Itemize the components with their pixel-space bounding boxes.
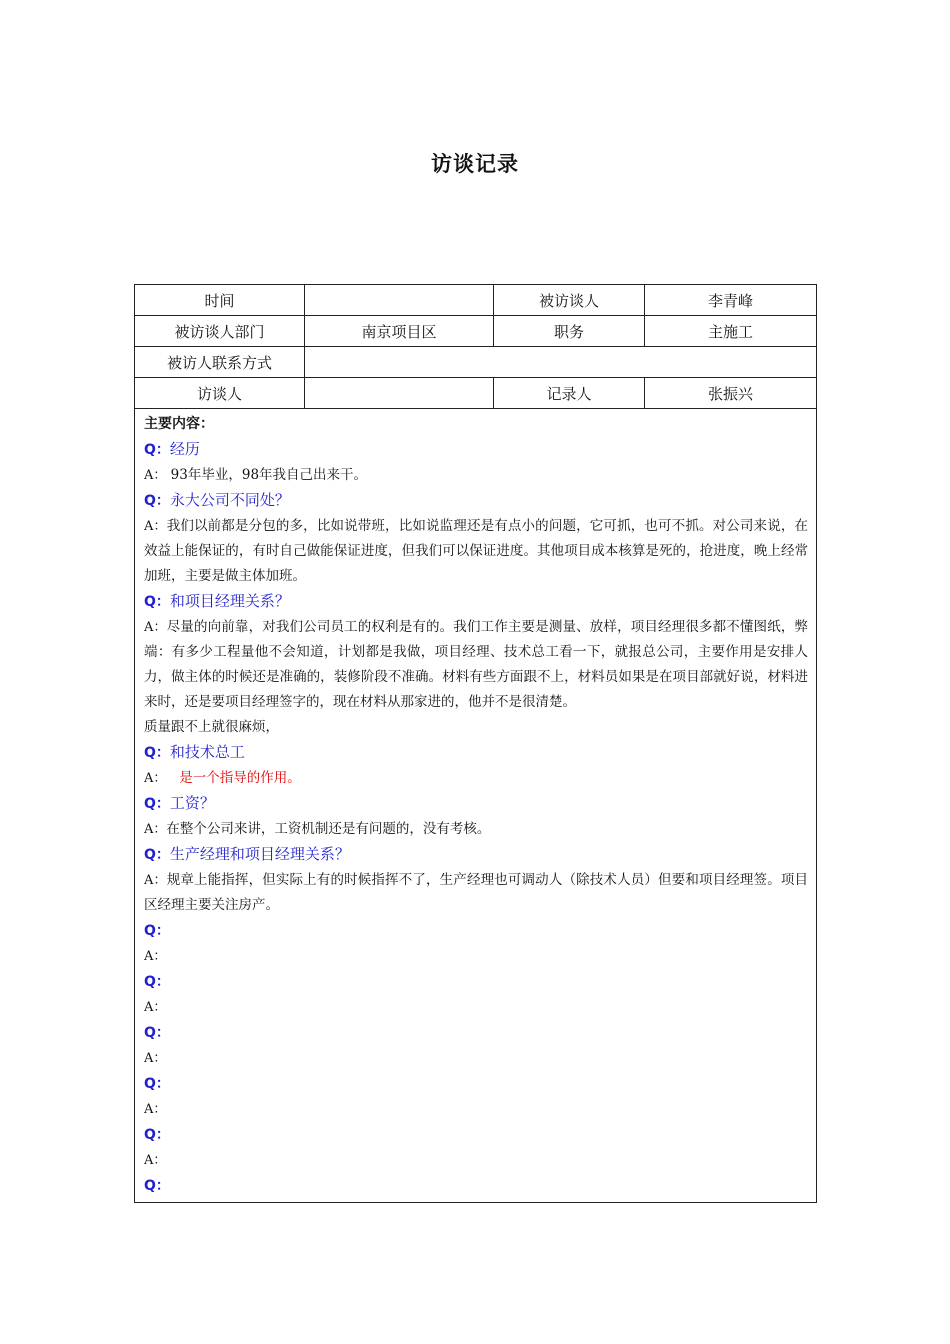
position-label: 职务: [494, 316, 645, 347]
a-prefix: A：: [144, 949, 167, 964]
q-prefix: Q：: [144, 1076, 170, 1092]
time-label: 时间: [135, 285, 305, 316]
answer-text: 规章上能指挥，但实际上有的时候指挥不了，生产经理也可调动人（除技术人员）但要和项目经理签。项目区经理主要关注房产。: [144, 872, 808, 913]
question-text: 和项目经理关系？: [169, 592, 290, 610]
question-line-empty: [144, 1122, 808, 1148]
a-prefix: A：: [144, 822, 167, 837]
question-line: [144, 791, 808, 817]
q-prefix: Q：: [144, 974, 170, 990]
answer-line-empty: [144, 1148, 808, 1173]
q-prefix: Q：: [144, 1127, 170, 1143]
table-row: [135, 347, 817, 378]
answer-line-empty: [144, 1046, 808, 1071]
table-row: [135, 316, 817, 347]
question-line: [144, 589, 808, 615]
question-line-empty: [144, 969, 808, 995]
table-row: [135, 409, 817, 1203]
a-prefix: A：: [144, 468, 167, 483]
question-line: [144, 488, 808, 514]
answer-line: [144, 868, 808, 918]
q-prefix: Q：: [144, 442, 170, 458]
answer-text-highlighted: 是一个指导的作用。: [179, 770, 301, 786]
recorder-label: 记录人: [494, 378, 645, 409]
question-line-empty: [144, 1173, 808, 1199]
a-prefix: A：: [144, 519, 167, 534]
answer-text: 在整个公司来讲，工资机制还是有问题的，没有考核。: [166, 821, 491, 837]
a-prefix: A：: [144, 771, 167, 786]
question-line: [144, 842, 808, 868]
a-prefix: A：: [144, 1153, 167, 1168]
a-prefix: A：: [144, 620, 167, 635]
interviewer-value: [305, 378, 494, 409]
dept-label: 被访谈人部门: [135, 316, 305, 347]
question-text: 经历: [169, 440, 200, 458]
answer-line-empty: [144, 1097, 808, 1122]
contact-value: [305, 347, 817, 378]
answer-line-empty: [144, 995, 808, 1020]
q-prefix: Q：: [144, 847, 170, 863]
q-prefix: Q：: [144, 594, 170, 610]
answer-line: [144, 514, 808, 589]
question-line-empty: [144, 1020, 808, 1046]
answer-line: [144, 766, 808, 791]
question-text: 生产经理和项目经理关系？: [169, 845, 350, 863]
interviewer-label: 访谈人: [135, 378, 305, 409]
q-prefix: Q：: [144, 493, 170, 509]
answer-text: 93年毕业，98年我自己出来干。: [166, 467, 368, 483]
question-text: 工资？: [169, 794, 215, 812]
interviewee-value: 李青峰: [645, 285, 817, 316]
question-line-empty: [144, 918, 808, 944]
q-prefix: Q：: [144, 745, 170, 761]
answer-line-empty: [144, 944, 808, 969]
a-prefix: A：: [144, 1000, 167, 1015]
question-line: [144, 740, 808, 766]
dept-value: 南京项目区: [305, 316, 494, 347]
time-value: [305, 285, 494, 316]
a-prefix: A：: [144, 873, 167, 888]
main-content-cell: [135, 409, 817, 1203]
question-line-empty: [144, 1071, 808, 1097]
position-value: 主施工: [645, 316, 817, 347]
a-prefix: A：: [144, 1051, 167, 1066]
contact-label: 被访人联系方式: [135, 347, 305, 378]
table-row: [135, 378, 817, 409]
question-text: 和技术总工: [169, 743, 245, 761]
answer-text: 尽量的向前靠，对我们公司员工的权利是有的。我们工作主要是测量、放样，项目经理很多都不懂图纸，弊端：有多少工程量他不会知道，计划都是我做，项目经理、技术总工看一下，就报总公司，主要作用是安排人力，做主体的时候还是准确的，装修阶段不准确。材料有些方面跟不上，材料员如果是在项目部就好说，材料进来时，还是要项目经理签字的，现在材料从那家进的，他并不是很清楚。: [144, 619, 808, 710]
q-prefix: Q：: [144, 923, 170, 939]
a-prefix: A：: [144, 1102, 167, 1117]
answer-line: [144, 463, 808, 488]
page-title: 访谈记录: [431, 152, 519, 176]
answer-extra-line: 质量跟不上就很麻烦，: [144, 719, 279, 735]
question-line: [144, 437, 808, 463]
answer-line: [144, 615, 808, 715]
question-text: 永大公司不同处？: [169, 491, 290, 509]
q-prefix: Q：: [144, 796, 170, 812]
interviewee-label: 被访谈人: [494, 285, 645, 316]
q-prefix: Q：: [144, 1178, 170, 1194]
answer-text: 我们以前都是分包的多，比如说带班，比如说监理还是有点小的问题，它可抓，也可不抓。对公司来说，在效益上能保证的，有时自己做能保证进度，但我们可以保证进度。其他项目成本核算是死的，抢进度，晚上经常加班，主要是做主体加班。: [144, 518, 808, 584]
interview-record-table: [134, 284, 817, 1203]
content-heading: 主要内容：: [144, 416, 214, 432]
q-prefix: Q：: [144, 1025, 170, 1041]
answer-line: [144, 817, 808, 842]
recorder-value: 张振兴: [645, 378, 817, 409]
table-row: [135, 285, 817, 316]
